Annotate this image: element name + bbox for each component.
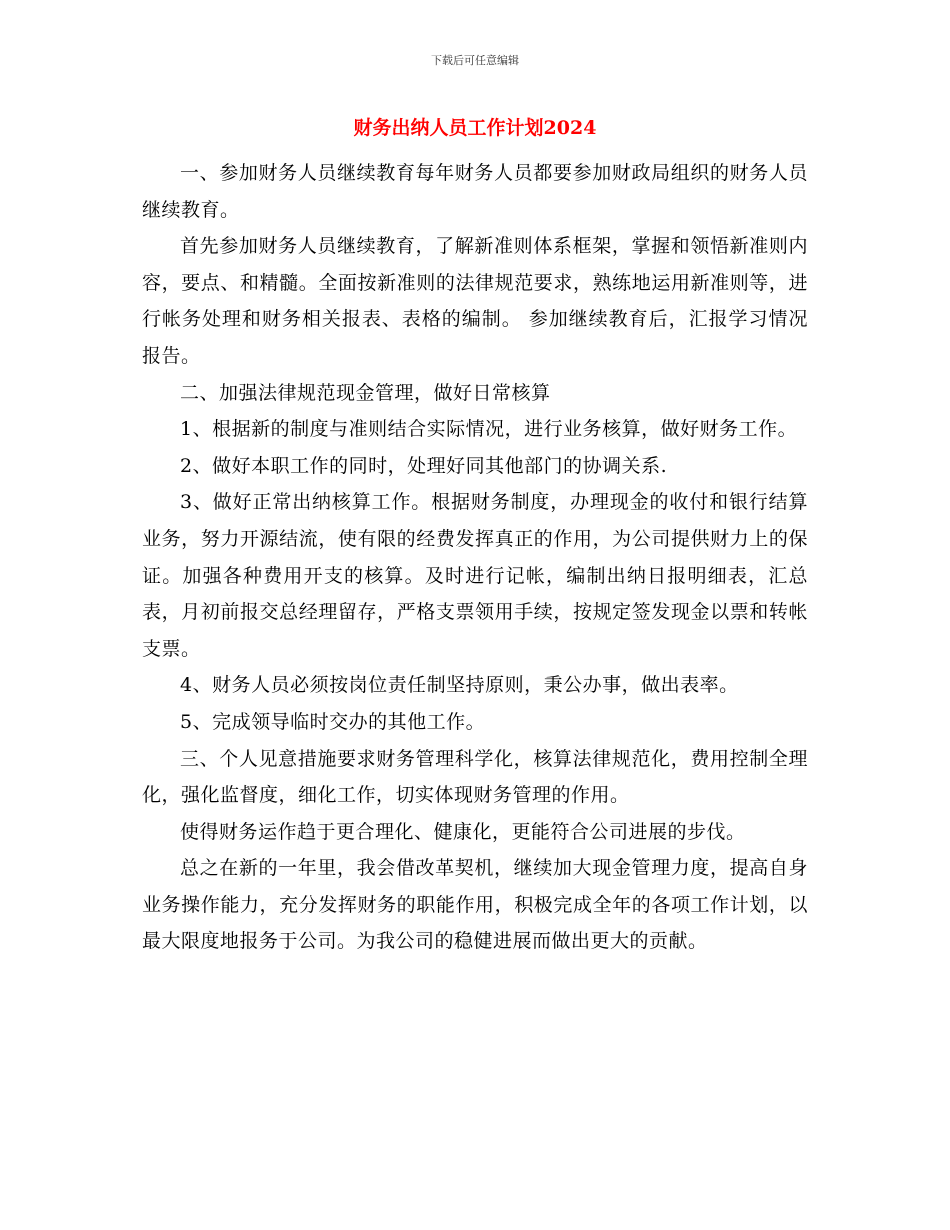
paragraph: 二、加强法律规范现金管理，做好日常核算 [180,381,551,404]
paragraph: 4、财务人员必须按岗位责任制坚持原则，秉公办事，做出表率。 [180,674,739,697]
document-title: 财务出纳人员工作计划2024 [353,117,597,139]
paragraph: 首先参加财务人员继续教育，了解新准则体系框架，掌握和领悟新准则内容，要点、和精髓。全面按新准则的法律规范要求，熟练地运用新准则等，进行帐务处理和财务相关报表、表格的编制。 参加继续教育后，汇报学习情况报告。 [142,235,808,367]
header-note: 下载后可任意编辑 [431,54,519,67]
document-body [142,155,808,960]
paragraph: 一、参加财务人员继续教育每年财务人员都要参加财政局组织的财务人员继续教育。 [142,162,808,221]
paragraph: 2、做好本职工作的同时，处理好同其他部门的协调关系. [180,454,668,477]
paragraph: 3、做好正常出纳核算工作。根据财务制度，办理现金的收付和银行结算业务，努力开源结流，使有限的经费发挥真正的作用，为公司提供财力上的保证。加强各种费用开支的核算。及时进行记帐，编制出纳日报明细表，汇总表，月初前报交总经理留存，严格支票领用手续，按规定签发现金以票和转帐支票。 [142,491,808,660]
paragraph: 总之在新的一年里，我会借改革契机，继续加大现金管理力度，提高自身业务操作能力，充分发挥财务的职能作用，积极完成全年的各项工作计划，以最大限度地报务于公司。为我公司的稳健进展而做出更大的贡献。 [142,857,808,953]
paragraph: 三、个人见意措施要求财务管理科学化，核算法律规范化，费用控制全理化，强化监督度，细化工作，切实体现财务管理的作用。 [142,747,808,807]
paragraph: 使得财务运作趋于更合理化、健康化，更能符合公司进展的步伐。 [180,820,746,843]
paragraph: 1、根据新的制度与准则结合实际情况，进行业务核算，做好财务工作。 [180,418,798,441]
paragraph: 5、完成领导临时交办的其他工作。 [180,710,486,733]
